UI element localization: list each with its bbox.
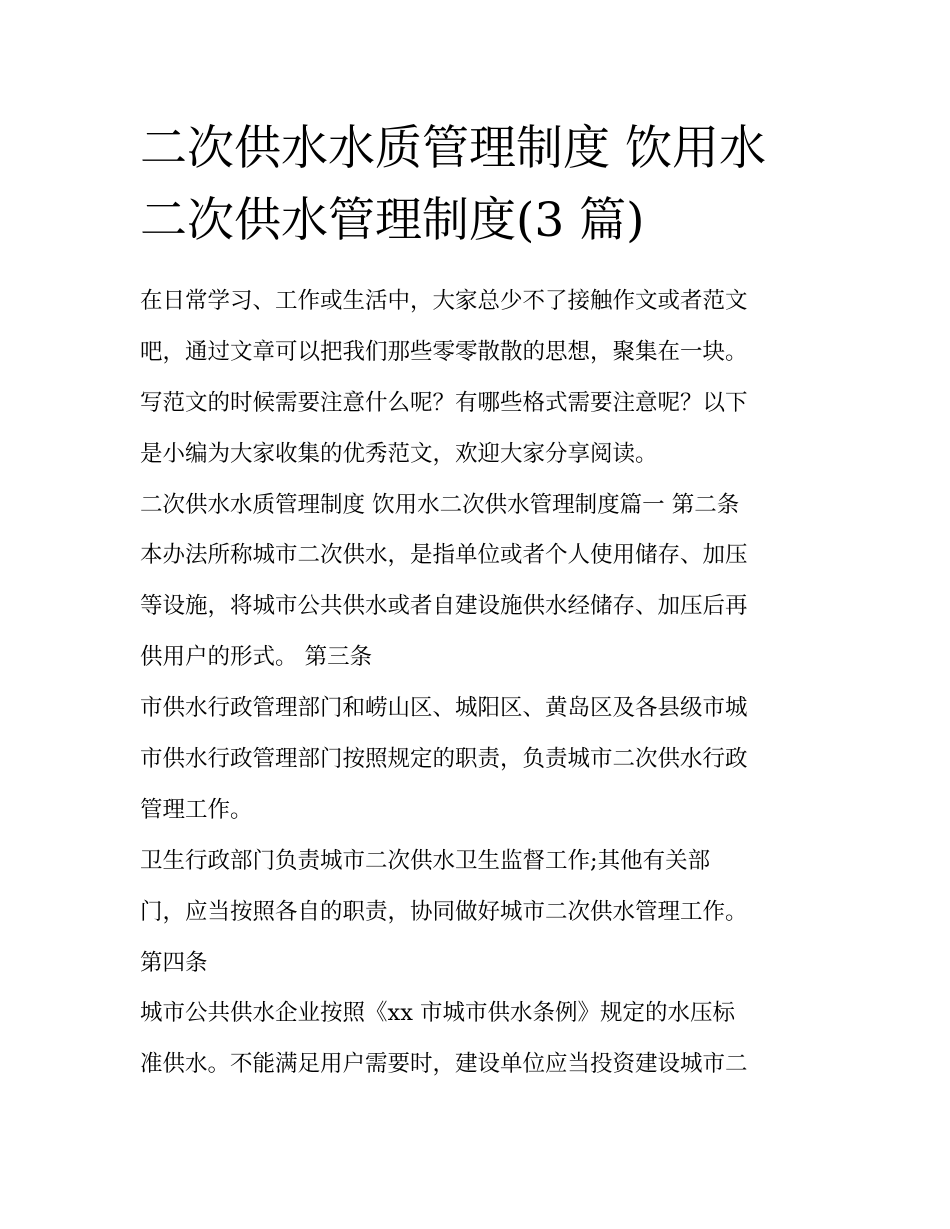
body-line: 本办法所称城市二次供水，是指单位或者个人使用储存、加压	[140, 542, 748, 569]
body-line: 第四条	[140, 949, 208, 976]
body-line: 在日常学习、工作或生活中，大家总少不了接触作文或者范文	[140, 288, 748, 314]
body-line: 是小编为大家收集的优秀范文，欢迎大家分享阅读。	[140, 440, 658, 467]
document-title	[140, 113, 820, 257]
body-line: 写范文的时候需要注意什么呢？有哪些格式需要注意呢？以下	[140, 389, 748, 416]
title-line-1: 二次供水水质管理制度 饮用水	[140, 121, 766, 176]
body-line: 管理工作。	[140, 796, 253, 823]
body-line: 市供水行政管理部门和崂山区、城阳区、黄岛区及各县级市城	[140, 695, 748, 722]
body-line: 供用户的形式。 第三条	[140, 644, 373, 671]
body-line: 等设施，将城市公共供水或者自建设施供水经储存、加压后再	[140, 593, 748, 620]
body-line: 准供水。不能满足用户需要时，建设单位应当投资建设城市二	[140, 1051, 748, 1078]
body-line: 市供水行政管理部门按照规定的职责，负责城市二次供水行政	[140, 746, 748, 773]
body-line: 城市公共供水企业按照《xx 市城市供水条例》规定的水压标	[140, 1000, 736, 1027]
body-line: 吧，通过文章可以把我们那些零零散散的思想，聚集在一块。	[140, 338, 748, 365]
document-body	[140, 276, 820, 1090]
title-line-2: 二次供水管理制度(3 篇)	[140, 193, 645, 248]
body-line: 二次供水水质管理制度 饮用水二次供水管理制度篇一 第二条	[140, 491, 740, 518]
body-line: 门，应当按照各自的职责，协同做好城市二次供水管理工作。	[140, 898, 748, 925]
body-line: 卫生行政部门负责城市二次供水卫生监督工作;其他有关部	[140, 847, 711, 874]
